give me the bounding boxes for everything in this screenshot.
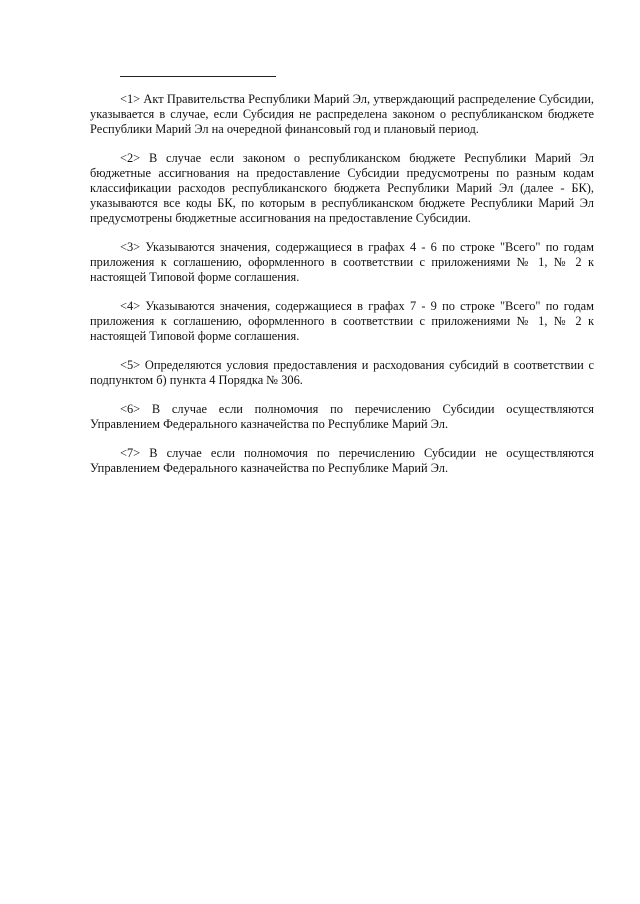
footnote-7: <7> В случае если полномочия по перечислению Субсидии не осуществляются Управлением Федерального казначейства по Республике Марий Эл. (90, 446, 594, 475)
footnote-2: <2> В случае если законом о республиканском бюджете Республики Марий Эл бюджетные ассигнования на предоставление Субсидии предусмотрены по разным кодам классификации расходов республиканского бюджета Республики Марий Эл (далее - БК), указываются все коды БК, по которым в республиканском бюджете Республики Марий Эл предусмотрены бюджетные ассигнования на предоставление Субсидии. (90, 151, 594, 225)
footnote-3: <3> Указываются значения, содержащиеся в графах 4 - 6 по строке "Всего" по годам приложения к соглашению, оформленного в соответствии с приложениями № 1, № 2 к настоящей Типовой форме соглашения. (90, 240, 594, 284)
footnote-6: <6> В случае если полномочия по перечислению Субсидии осуществляются Управлением Федерального казначейства по Республике Марий Эл. (90, 402, 594, 431)
footnote-5: <5> Определяются условия предоставления и расходования субсидий в соответствии с подпунктом б) пункта 4 Порядка № 306. (90, 358, 594, 387)
footnote-separator (120, 76, 276, 77)
footnote-4: <4> Указываются значения, содержащиеся в графах 7 - 9 по строке "Всего" по годам приложения к соглашению, оформленного в соответствии с приложениями № 1, № 2 к настоящей Типовой форме соглашения. (90, 299, 594, 343)
footnote-1: <1> Акт Правительства Республики Марий Эл, утверждающий распределение Субсидии, указывается в случае, если Субсидия не распределена законом о республиканском бюджете Республики Марий Эл на очередной финансовый год и плановый период. (90, 92, 594, 136)
footnotes-section (90, 92, 594, 490)
